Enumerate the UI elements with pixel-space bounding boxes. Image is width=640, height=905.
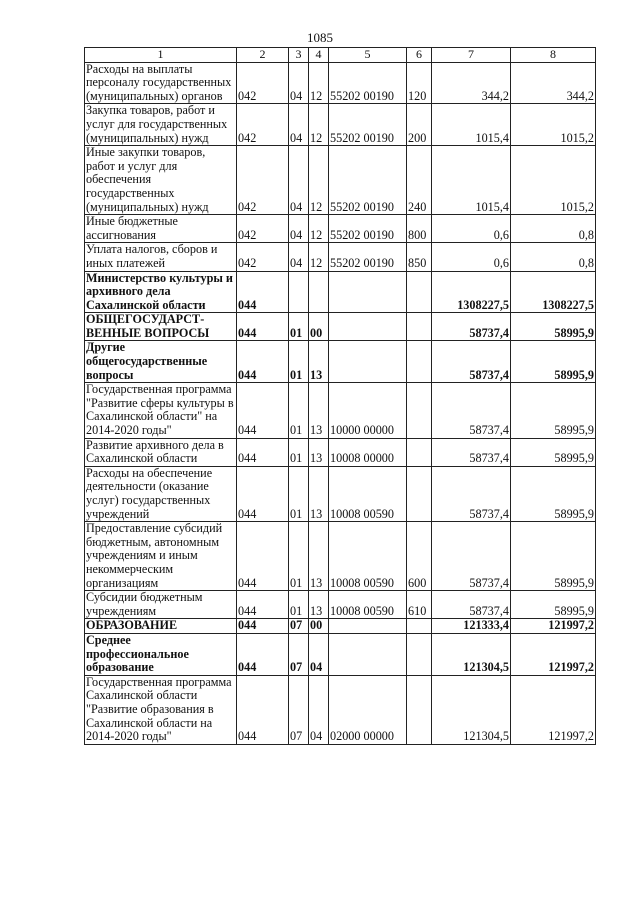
cell-target-article: [329, 271, 407, 313]
cell-target-article: [329, 633, 407, 675]
cell-subsection: 13: [309, 383, 329, 438]
cell-ministry-code: 044: [237, 341, 289, 383]
cell-amount-2: 121997,2: [511, 633, 596, 675]
table-row: [85, 215, 596, 243]
header-cell-1: 1: [85, 48, 237, 63]
cell-expense-type: [407, 383, 432, 438]
table-row: [85, 438, 596, 466]
cell-expense-type: [407, 341, 432, 383]
cell-section: 07: [289, 675, 309, 744]
cell-amount-1: 1015,4: [432, 146, 511, 215]
header-row: [85, 48, 596, 63]
table-row: [85, 313, 596, 341]
table-row: [85, 383, 596, 438]
cell-section: 04: [289, 62, 309, 104]
cell-amount-1: 58737,4: [432, 341, 511, 383]
cell-name: ОБРАЗОВАНИЕ: [85, 619, 237, 634]
table-body: [85, 48, 596, 745]
cell-section: 07: [289, 619, 309, 634]
cell-amount-1: 1308227,5: [432, 271, 511, 313]
cell-section: 04: [289, 243, 309, 271]
table-row: [85, 104, 596, 146]
cell-name: Иные закупки товаров, работ и услуг для обеспечения государственных (муниципальных) нужд: [85, 146, 237, 215]
cell-subsection: 12: [309, 243, 329, 271]
cell-ministry-code: 044: [237, 591, 289, 619]
header-cell-5: 5: [329, 48, 407, 63]
cell-expense-type: 120: [407, 62, 432, 104]
cell-target-article: [329, 619, 407, 634]
cell-subsection: [309, 271, 329, 313]
cell-amount-1: 121304,5: [432, 633, 511, 675]
cell-name: ОБЩЕГОСУДАРСТ-ВЕННЫЕ ВОПРОСЫ: [85, 313, 237, 341]
header-cell-2: 2: [237, 48, 289, 63]
cell-subsection: 13: [309, 591, 329, 619]
cell-amount-2: 58995,9: [511, 438, 596, 466]
table-row: [85, 675, 596, 744]
cell-amount-1: 0,6: [432, 243, 511, 271]
cell-subsection: 13: [309, 522, 329, 591]
cell-expense-type: [407, 675, 432, 744]
cell-ministry-code: 044: [237, 619, 289, 634]
cell-amount-2: 58995,9: [511, 313, 596, 341]
cell-name: Другие общегосударственные вопросы: [85, 341, 237, 383]
cell-amount-1: 344,2: [432, 62, 511, 104]
cell-expense-type: 610: [407, 591, 432, 619]
cell-subsection: 12: [309, 104, 329, 146]
cell-amount-1: 58737,4: [432, 466, 511, 521]
table-row: [85, 633, 596, 675]
cell-amount-2: 58995,9: [511, 522, 596, 591]
cell-amount-2: 58995,9: [511, 466, 596, 521]
cell-subsection: 12: [309, 215, 329, 243]
cell-subsection: 00: [309, 313, 329, 341]
cell-section: 01: [289, 383, 309, 438]
cell-amount-2: 1308227,5: [511, 271, 596, 313]
cell-amount-2: 58995,9: [511, 341, 596, 383]
cell-name: Развитие архивного дела в Сахалинской области: [85, 438, 237, 466]
cell-subsection: 13: [309, 438, 329, 466]
cell-amount-1: 121304,5: [432, 675, 511, 744]
cell-name: Государственная программа "Развитие сферы культуры в Сахалинской области" на 2014-2020 годы": [85, 383, 237, 438]
header-cell-8: 8: [511, 48, 596, 63]
cell-ministry-code: 044: [237, 466, 289, 521]
table-row: [85, 146, 596, 215]
cell-name: Предоставление субсидий бюджетным, автономным учреждениям и иным некоммерческим организациям: [85, 522, 237, 591]
cell-section: 01: [289, 438, 309, 466]
cell-name: Среднее профессиональное образование: [85, 633, 237, 675]
cell-expense-type: 600: [407, 522, 432, 591]
cell-subsection: 12: [309, 62, 329, 104]
cell-expense-type: [407, 633, 432, 675]
cell-ministry-code: 042: [237, 215, 289, 243]
cell-amount-2: 344,2: [511, 62, 596, 104]
cell-target-article: 10008 00000: [329, 438, 407, 466]
cell-expense-type: [407, 313, 432, 341]
cell-target-article: [329, 341, 407, 383]
cell-target-article: 10008 00590: [329, 466, 407, 521]
cell-ministry-code: 044: [237, 522, 289, 591]
cell-target-article: [329, 313, 407, 341]
table-row: [85, 591, 596, 619]
cell-ministry-code: 044: [237, 271, 289, 313]
cell-name: Расходы на обеспечение деятельности (оказание услуг) государственных учреждений: [85, 466, 237, 521]
cell-amount-1: 58737,4: [432, 522, 511, 591]
table-row: [85, 271, 596, 313]
cell-section: 04: [289, 104, 309, 146]
cell-name: Уплата налогов, сборов и иных платежей: [85, 243, 237, 271]
table-row: [85, 619, 596, 634]
cell-section: 04: [289, 215, 309, 243]
cell-target-article: 55202 00190: [329, 146, 407, 215]
cell-amount-2: 121997,2: [511, 619, 596, 634]
cell-ministry-code: 044: [237, 438, 289, 466]
header-cell-4: 4: [309, 48, 329, 63]
cell-subsection: 13: [309, 466, 329, 521]
cell-subsection: 12: [309, 146, 329, 215]
cell-subsection: 00: [309, 619, 329, 634]
cell-expense-type: [407, 619, 432, 634]
cell-name: Министерство культуры и архивного дела Сахалинской области: [85, 271, 237, 313]
cell-amount-1: 58737,4: [432, 438, 511, 466]
cell-amount-2: 58995,9: [511, 591, 596, 619]
cell-name: Субсидии бюджетным учреждениям: [85, 591, 237, 619]
table-row: [85, 466, 596, 521]
cell-section: 01: [289, 466, 309, 521]
cell-section: 01: [289, 522, 309, 591]
cell-target-article: 10000 00000: [329, 383, 407, 438]
cell-subsection: 13: [309, 341, 329, 383]
table-row: [85, 341, 596, 383]
cell-amount-2: 0,8: [511, 243, 596, 271]
cell-subsection: 04: [309, 633, 329, 675]
table-row: [85, 62, 596, 104]
cell-ministry-code: 042: [237, 104, 289, 146]
cell-target-article: 55202 00190: [329, 104, 407, 146]
cell-amount-1: 1015,4: [432, 104, 511, 146]
cell-target-article: 55202 00190: [329, 62, 407, 104]
cell-name: Закупка товаров, работ и услуг для государственных (муниципальных) нужд: [85, 104, 237, 146]
table-row: [85, 522, 596, 591]
cell-expense-type: 200: [407, 104, 432, 146]
cell-ministry-code: 044: [237, 383, 289, 438]
cell-expense-type: [407, 271, 432, 313]
cell-expense-type: 800: [407, 215, 432, 243]
cell-amount-2: 58995,9: [511, 383, 596, 438]
cell-expense-type: [407, 466, 432, 521]
cell-section: [289, 271, 309, 313]
page-number: 1085: [307, 30, 333, 45]
cell-amount-2: 121997,2: [511, 675, 596, 744]
cell-subsection: 04: [309, 675, 329, 744]
cell-amount-2: 1015,2: [511, 146, 596, 215]
header-cell-7: 7: [432, 48, 511, 63]
cell-target-article: 10008 00590: [329, 522, 407, 591]
cell-ministry-code: 044: [237, 313, 289, 341]
cell-ministry-code: 042: [237, 243, 289, 271]
cell-section: 01: [289, 341, 309, 383]
cell-section: 01: [289, 591, 309, 619]
cell-amount-1: 58737,4: [432, 591, 511, 619]
cell-ministry-code: 044: [237, 675, 289, 744]
cell-expense-type: [407, 438, 432, 466]
cell-ministry-code: 042: [237, 146, 289, 215]
cell-amount-1: 58737,4: [432, 383, 511, 438]
cell-ministry-code: 044: [237, 633, 289, 675]
table-row: [85, 243, 596, 271]
cell-section: 07: [289, 633, 309, 675]
cell-amount-1: 58737,4: [432, 313, 511, 341]
cell-section: 01: [289, 313, 309, 341]
cell-section: 04: [289, 146, 309, 215]
cell-amount-2: 0,8: [511, 215, 596, 243]
cell-name: Расходы на выплаты персоналу государственных (муниципальных) органов: [85, 62, 237, 104]
budget-table: [84, 47, 596, 745]
header-cell-3: 3: [289, 48, 309, 63]
cell-expense-type: 850: [407, 243, 432, 271]
header-cell-6: 6: [407, 48, 432, 63]
cell-amount-2: 1015,2: [511, 104, 596, 146]
cell-amount-1: 121333,4: [432, 619, 511, 634]
cell-name: Государственная программа Сахалинской области "Развитие образования в Сахалинской области на 2014-2020 годы": [85, 675, 237, 744]
cell-ministry-code: 042: [237, 62, 289, 104]
cell-target-article: 02000 00000: [329, 675, 407, 744]
cell-target-article: 55202 00190: [329, 215, 407, 243]
cell-expense-type: 240: [407, 146, 432, 215]
cell-target-article: 10008 00590: [329, 591, 407, 619]
cell-target-article: 55202 00190: [329, 243, 407, 271]
cell-amount-1: 0,6: [432, 215, 511, 243]
cell-name: Иные бюджетные ассигнования: [85, 215, 237, 243]
